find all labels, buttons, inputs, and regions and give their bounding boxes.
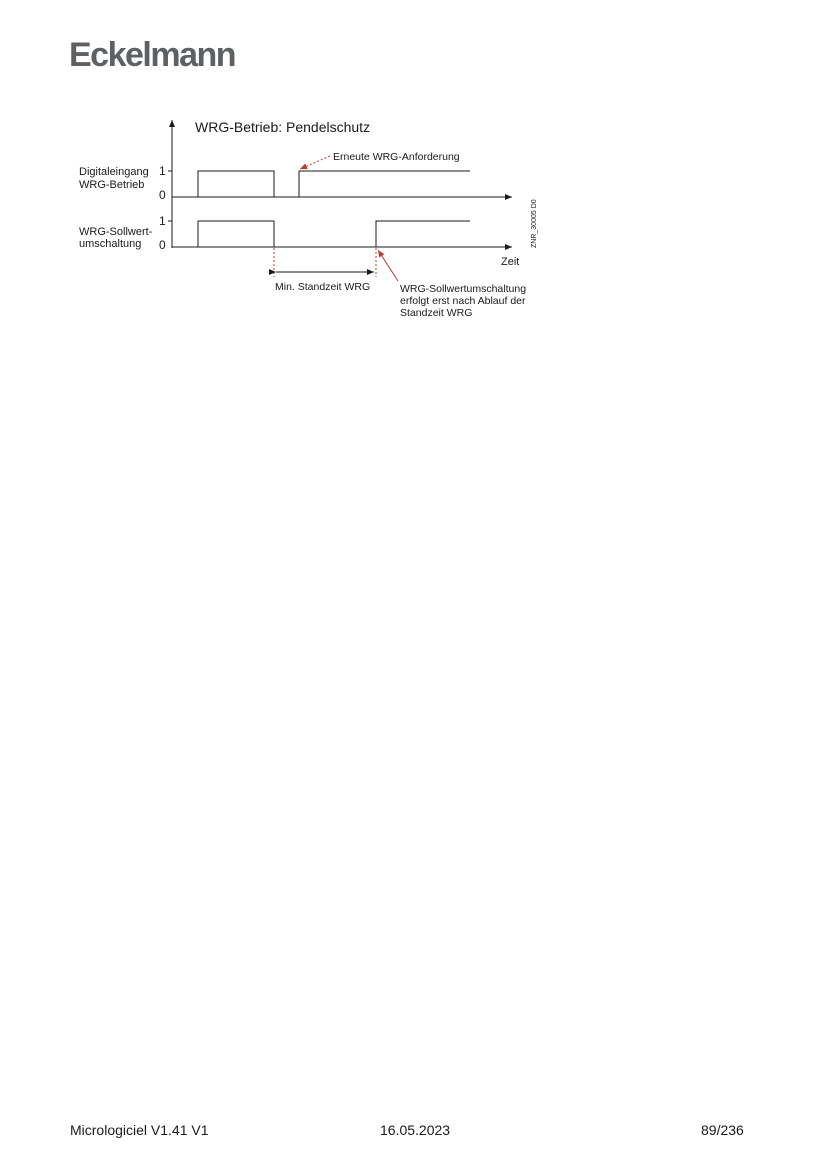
- signal1-level-high: 1: [159, 164, 166, 178]
- x-axis-label: Zeit: [501, 256, 520, 268]
- figure-id: ZNR_30005 D0: [531, 199, 538, 248]
- company-logo: Eckelmann: [69, 36, 236, 74]
- footer-date: 16.05.2023: [380, 1122, 451, 1138]
- signal2-waveform: [172, 221, 470, 247]
- min-standzeit-label: Min. Standzeit WRG: [275, 281, 371, 293]
- renewed-request-pointer: [300, 156, 330, 169]
- switch-note-line3: Standzeit WRG: [400, 307, 473, 319]
- footer-product: Micrologiciel V1.41 V1: [70, 1122, 209, 1138]
- switch-note-line2: erfolgt erst nach Ablauf der: [400, 295, 526, 307]
- switch-note-line1: WRG-Sollwertumschaltung: [400, 283, 527, 295]
- switch-note-pointer: [378, 250, 398, 281]
- signal1-level-low: 0: [159, 188, 166, 202]
- signal2-label-line2: umschaltung: [79, 238, 142, 250]
- signal2-label-line1: WRG-Sollwert-: [79, 226, 153, 238]
- signal1-waveform: [172, 171, 470, 197]
- footer-page-number: 89/236: [701, 1122, 744, 1138]
- signal2-level-low: 0: [159, 238, 166, 252]
- timing-diagram: [0, 0, 827, 360]
- renewed-request-label: Erneute WRG-Anforderung: [333, 151, 460, 163]
- signal2-level-high: 1: [159, 214, 166, 228]
- signal1-label-line2: WRG-Betrieb: [79, 179, 145, 191]
- diagram-title: WRG-Betrieb: Pendelschutz: [195, 119, 371, 135]
- signal1-label-line1: Digitaleingang: [79, 166, 149, 178]
